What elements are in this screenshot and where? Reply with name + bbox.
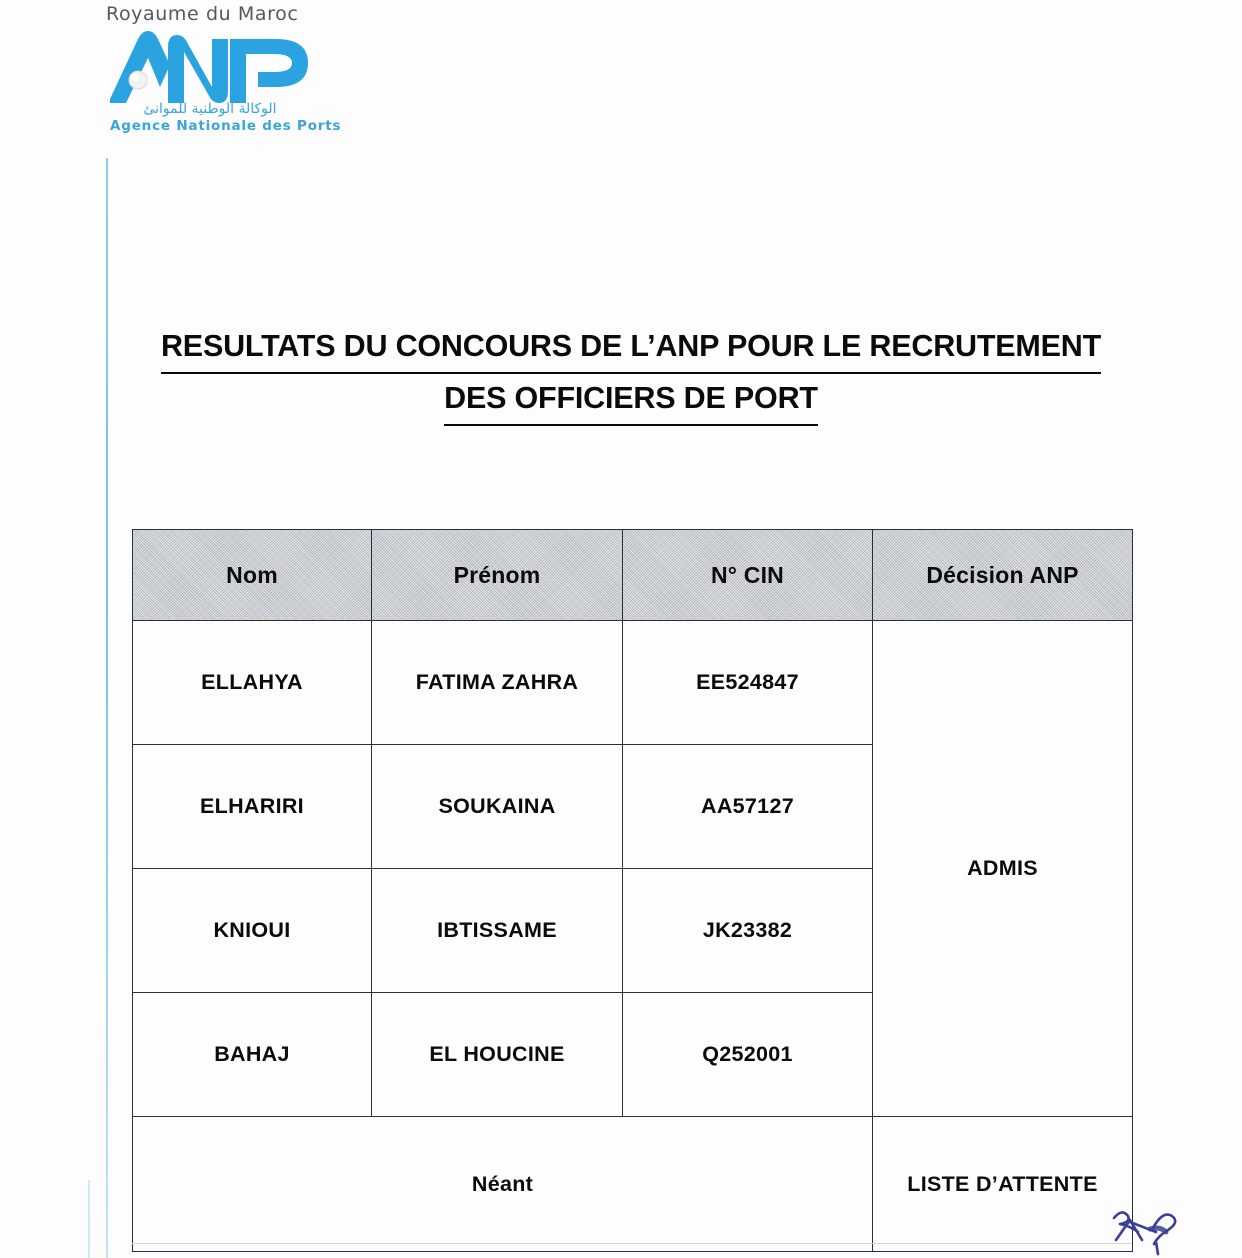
cell-cin: JK23382 bbox=[623, 869, 873, 993]
table-header-row bbox=[133, 530, 1133, 621]
page-title-line-2: DES OFFICIERS DE PORT bbox=[444, 374, 818, 426]
page-title bbox=[140, 322, 1122, 426]
cell-prenom: FATIMA ZAHRA bbox=[372, 621, 623, 745]
cell-nom: ELHARIRI bbox=[133, 745, 372, 869]
cell-cin: Q252001 bbox=[623, 993, 873, 1117]
cell-cin: AA57127 bbox=[623, 745, 873, 869]
handwritten-signature-icon bbox=[1106, 1196, 1226, 1258]
page-bottom-rule bbox=[132, 1243, 1132, 1244]
margin-rule-line-bottom bbox=[88, 1180, 90, 1258]
cell-waitlist-value: Néant bbox=[133, 1117, 873, 1252]
column-header-decision: Décision ANP bbox=[873, 530, 1133, 621]
cell-decision-waitlist: LISTE D’ATTENTE bbox=[873, 1117, 1133, 1252]
cell-nom: BAHAJ bbox=[133, 993, 372, 1117]
cell-nom: KNIOUI bbox=[133, 869, 372, 993]
letterhead bbox=[100, 0, 440, 134]
column-header-cin: N° CIN bbox=[623, 530, 873, 621]
cell-prenom: EL HOUCINE bbox=[372, 993, 623, 1117]
cell-nom: ELLAHYA bbox=[133, 621, 372, 745]
cell-prenom: SOUKAINA bbox=[372, 745, 623, 869]
cell-decision-admis: ADMIS bbox=[873, 621, 1133, 1117]
agency-name-arabic: الوكالة الوطنية للموانئ bbox=[143, 101, 277, 117]
table-row bbox=[133, 621, 1133, 745]
table-row-waitlist bbox=[133, 1117, 1133, 1252]
page-title-line-1: RESULTATS DU CONCOURS DE L’ANP POUR LE RECRUTEMENT bbox=[161, 322, 1101, 374]
results-table bbox=[132, 529, 1133, 1252]
column-header-prenom: Prénom bbox=[372, 530, 623, 621]
kingdom-label: Royaume du Maroc bbox=[106, 3, 299, 25]
cell-prenom: IBTISSAME bbox=[372, 869, 623, 993]
margin-rule-line bbox=[106, 158, 108, 1258]
cell-cin: EE524847 bbox=[623, 621, 873, 745]
anp-logo-icon bbox=[108, 25, 318, 103]
column-header-nom: Nom bbox=[133, 530, 372, 621]
agency-name-french: Agence Nationale des Ports bbox=[110, 118, 342, 134]
